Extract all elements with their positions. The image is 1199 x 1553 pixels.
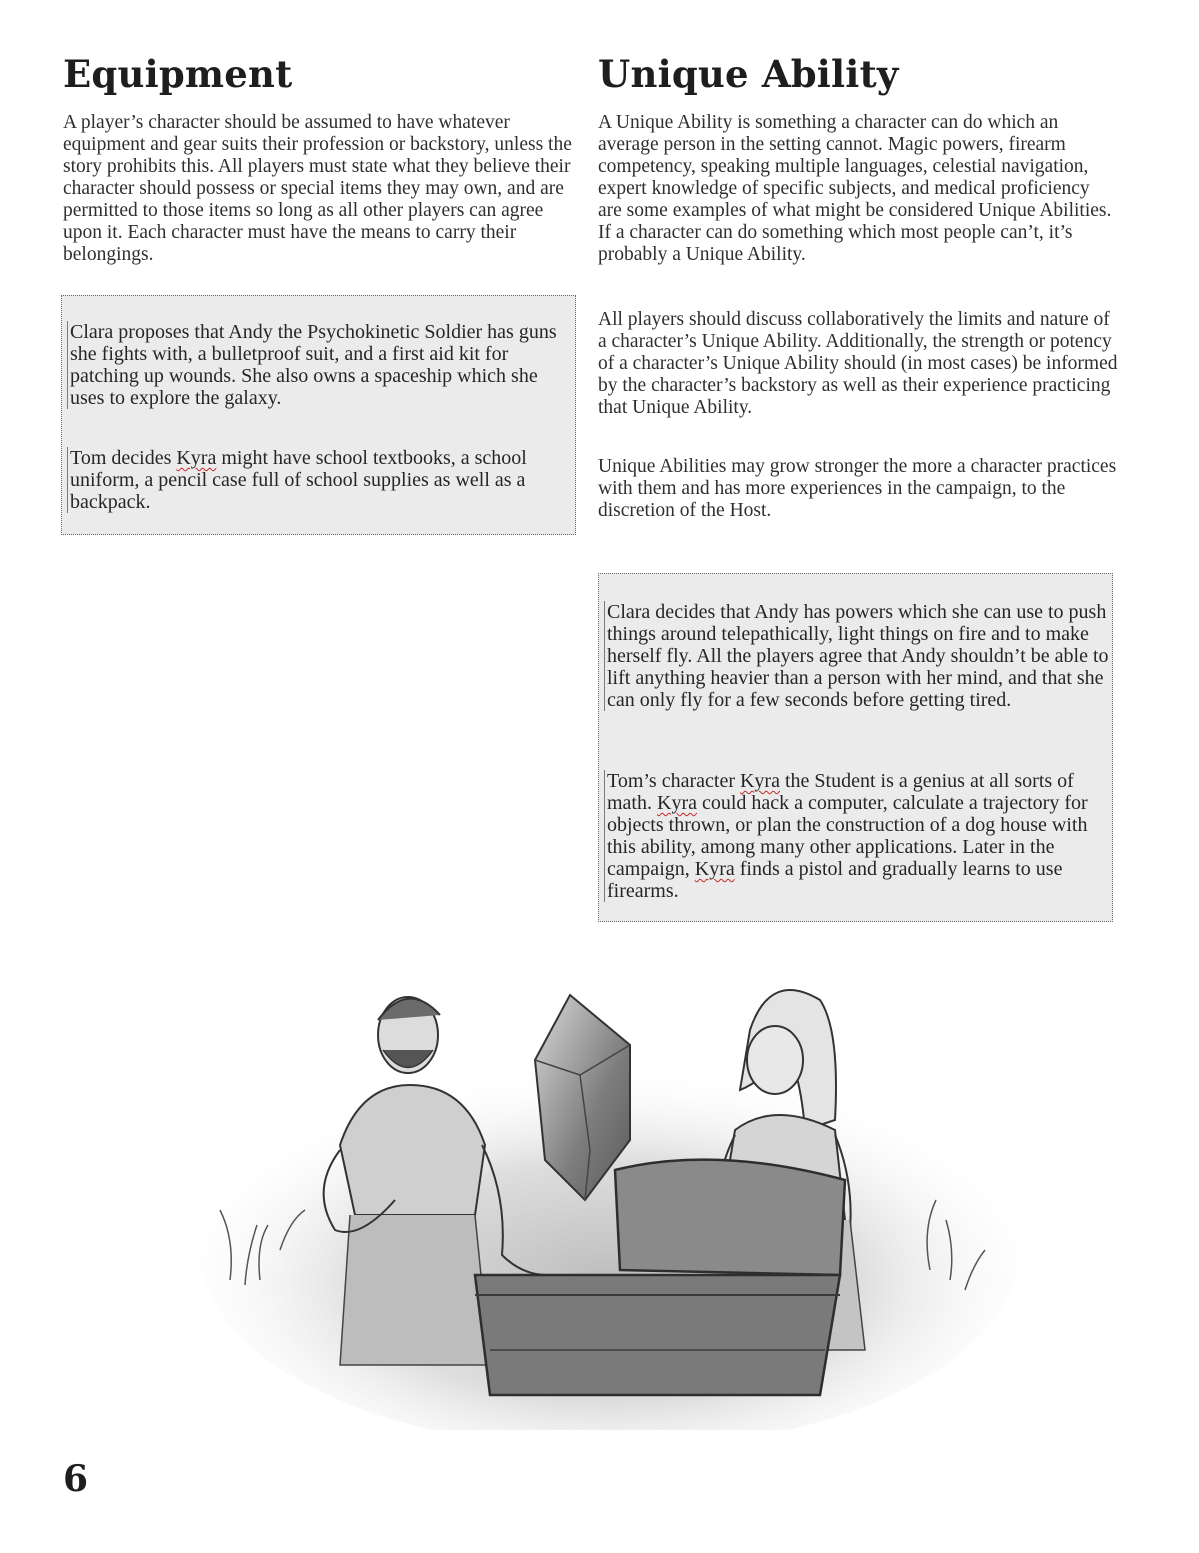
equipment-body: A player’s character should be assumed to have whatever equipment and gear suits their profession or backstory, unless the story prohibits this. All players must state what they believe their character should possess or special items they may own, and are permitted to those items so long as all other players can agree upon it. Each character must have the means to carry their belongings. (63, 112, 572, 265)
equipment-example-clara: Clara proposes that Andy the Psychokinetic Soldier has guns she fights with, a bulletproof suit, and a first aid kit for patching up wounds. She also owns a spaceship which she uses to explore the galaxy. (67, 321, 572, 409)
unique-ability-heading: Unique Ability (598, 52, 899, 96)
equipment-example-tom: Tom decides Kyra might have school textbooks, a school uniform, a pencil case full of school supplies as well as a backpack. (67, 447, 572, 513)
chest-and-crystal-illustration (190, 950, 1030, 1430)
page-number: 6 (63, 1458, 89, 1500)
kyra-spellcheck-word: Kyra (176, 447, 217, 469)
unique-ability-example-tom: Tom’s character Kyra the Student is a genius at all sorts of math. Kyra could hack a computer, calculate a trajectory for objects thrown, or plan the construction of a dog house with this ability, among many other applications. Later in the campaign, Kyra finds a pistol and gradually learns to use firearms. (604, 770, 1117, 902)
equipment-heading: Equipment (63, 52, 293, 96)
unique-ability-paragraph-1: A Unique Ability is something a character can do which an average person in the setting cannot. Magic powers, firearm competency, speaking multiple languages, celestial navigation, expert knowledge of specific subjects, and medical proficiency are some examples of what might be considered Unique Abilities. If a character can do something which most people can’t, it’s probably a Unique Ability. (598, 112, 1112, 265)
unique-ability-paragraph-2: All players should discuss collaboratively the limits and nature of a character’s Unique Ability. Additionally, the strength or potency of a character’s Unique Ability should (in most cases) be informed by the character’s backstory as well as their experience practicing that Unique Ability. (598, 309, 1118, 418)
kyra-spellcheck-word: Kyra (739, 770, 780, 792)
kyra-spellcheck-word: Kyra (694, 858, 735, 880)
unique-ability-example-clara: Clara decides that Andy has powers which she can use to push things around telepathically, light things on fire and to make herself fly. All the players agree that Andy shouldn’t be able to lift anything heavier than a person with her mind, and that she can only fly for a few seconds before getting tired. (604, 601, 1112, 711)
kyra-spellcheck-word: Kyra (657, 792, 697, 814)
unique-ability-paragraph-3: Unique Abilities may grow stronger the more a character practices with them and has more experiences in the campaign, to the discretion of the Host. (598, 456, 1117, 521)
